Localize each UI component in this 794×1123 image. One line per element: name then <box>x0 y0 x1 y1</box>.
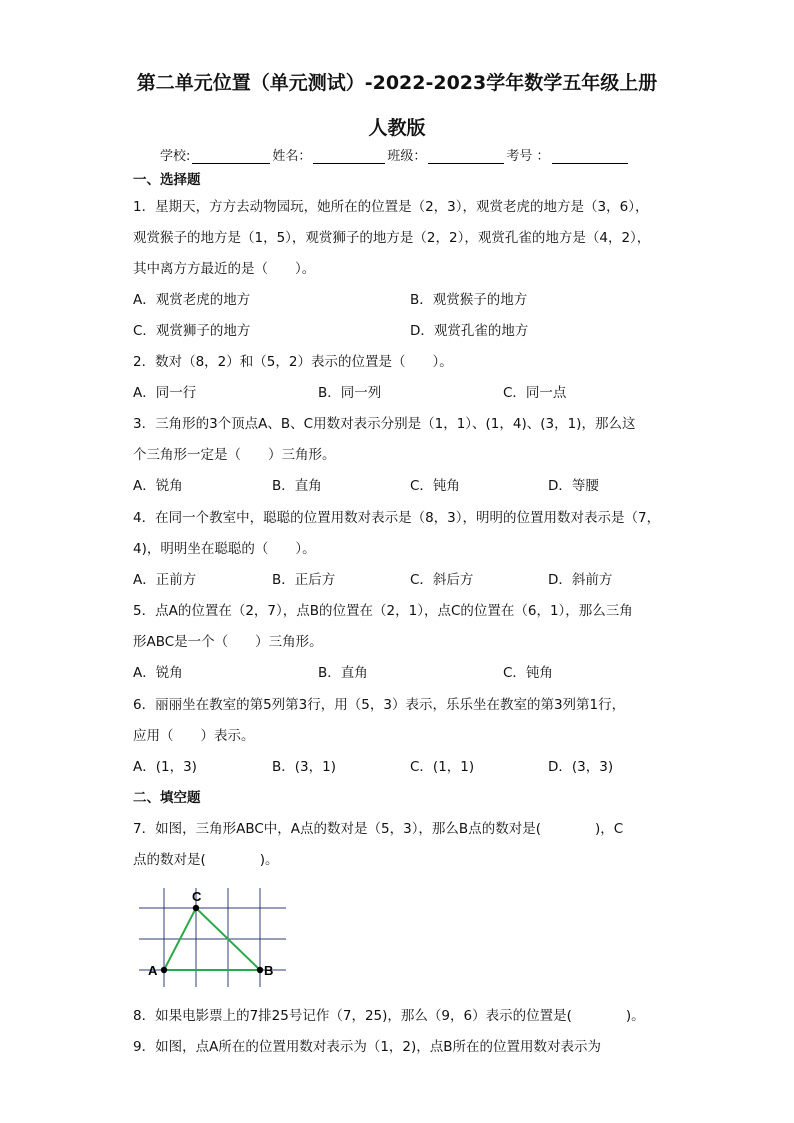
option-b[interactable]: B．(3，1) <box>272 759 336 775</box>
question-text: 应用（ ）表示。 <box>133 728 255 744</box>
question-text: 其中离方方最近的是（ ）。 <box>133 261 316 277</box>
option-b[interactable]: B．直角 <box>318 665 368 681</box>
option-d[interactable]: D．观赏孔雀的地方 <box>410 323 529 339</box>
option-b[interactable]: B．观赏猴子的地方 <box>410 292 528 308</box>
question-text: 5．点A的位置在（2，7），点B的位置在（2，1），点C的位置在（6，1），那么三角 <box>133 603 633 619</box>
option-b[interactable]: B．同一列 <box>318 385 382 401</box>
question-text: 8．如果电影票上的7排25号记作（7，25)，那么（9，6）表示的位置是( )。 <box>133 1008 645 1024</box>
school-label: 学校: <box>160 149 191 164</box>
option-c[interactable]: C．(1，1) <box>410 759 475 775</box>
option-d[interactable]: D．(3，3) <box>548 759 614 775</box>
question-text: 4．在同一个教室中，聪聪的位置用数对表示是（8，3），明明的位置用数对表示是（7， <box>133 510 661 526</box>
label-a: A <box>148 963 158 978</box>
option-a[interactable]: A．同一行 <box>133 385 197 401</box>
class-label: 班级： <box>387 149 427 164</box>
name-blank[interactable] <box>313 149 385 164</box>
point-b <box>257 967 263 973</box>
question-text: 4)，明明坐在聪聪的（ ）。 <box>133 541 316 557</box>
option-c[interactable]: C．钝角 <box>410 478 460 494</box>
student-info-row <box>160 145 630 164</box>
exam-no-label: 考号 ： <box>506 149 550 164</box>
option-d[interactable]: D．等腰 <box>548 478 599 494</box>
question-text: 6．丽丽坐在教室的第5列第3行，用（5，3）表示，乐乐坐在教室的第3列第1行， <box>133 697 626 713</box>
option-a[interactable]: A．正前方 <box>133 572 197 588</box>
point-a <box>161 967 167 973</box>
point-c <box>193 905 199 911</box>
question-text: 1．星期天，方方去动物园玩，她所在的位置是（2，3），观赏老虎的地方是（3，6）， <box>133 199 649 215</box>
option-a[interactable]: A．锐角 <box>133 665 183 681</box>
option-c[interactable]: C．观赏狮子的地方 <box>133 323 251 339</box>
question-text: 7．如图，三角形ABC中，A点的数对是（5，3），那么B点的数对是( )，C <box>133 821 624 837</box>
option-c[interactable]: C．钝角 <box>503 665 553 681</box>
school-blank[interactable] <box>192 149 270 164</box>
option-c[interactable]: C．斜后方 <box>410 572 474 588</box>
question-text: 观赏猴子的地方是（1，5），观赏狮子的地方是（2，2），观赏孔雀的地方是（4，2）， <box>133 230 651 246</box>
option-a[interactable]: A．锐角 <box>133 478 183 494</box>
question-text: 个三角形一定是（ ）三角形。 <box>133 447 336 463</box>
question-text: 点的数对是( )。 <box>133 852 279 868</box>
option-d[interactable]: D．斜前方 <box>548 572 613 588</box>
page-title: 第二单元位置（单元测试）-2022-2023学年数学五年级上册 <box>136 72 658 94</box>
question-text: 形ABC是一个（ ）三角形。 <box>133 634 323 650</box>
class-blank[interactable] <box>428 149 504 164</box>
option-a[interactable]: A．(1，3) <box>133 759 197 775</box>
option-a[interactable]: A．观赏老虎的地方 <box>133 292 251 308</box>
label-c: C <box>192 889 202 904</box>
question-text: 3．三角形的3个顶点A、B、C用数对表示分别是（1，1）、(1，4)、(3，1)，那么这 <box>133 416 636 432</box>
question-text: 2．数对（8，2）和（5，2）表示的位置是（ ）。 <box>133 354 453 370</box>
section-heading: 一、选择题 <box>133 172 201 188</box>
option-c[interactable]: C．同一点 <box>503 385 567 401</box>
option-b[interactable]: B．正后方 <box>272 572 336 588</box>
option-b[interactable]: B．直角 <box>272 478 322 494</box>
exam-no-blank[interactable] <box>552 149 628 164</box>
section-heading: 二、填空题 <box>133 790 201 806</box>
question-text: 9．如图，点A所在的位置用数对表示为（1，2)，点B所在的位置用数对表示为 <box>133 1039 602 1055</box>
name-label: 姓名： <box>272 149 312 164</box>
page-subtitle: 人教版 <box>368 117 426 139</box>
triangle-grid-figure <box>136 885 291 990</box>
label-b: B <box>264 963 274 978</box>
